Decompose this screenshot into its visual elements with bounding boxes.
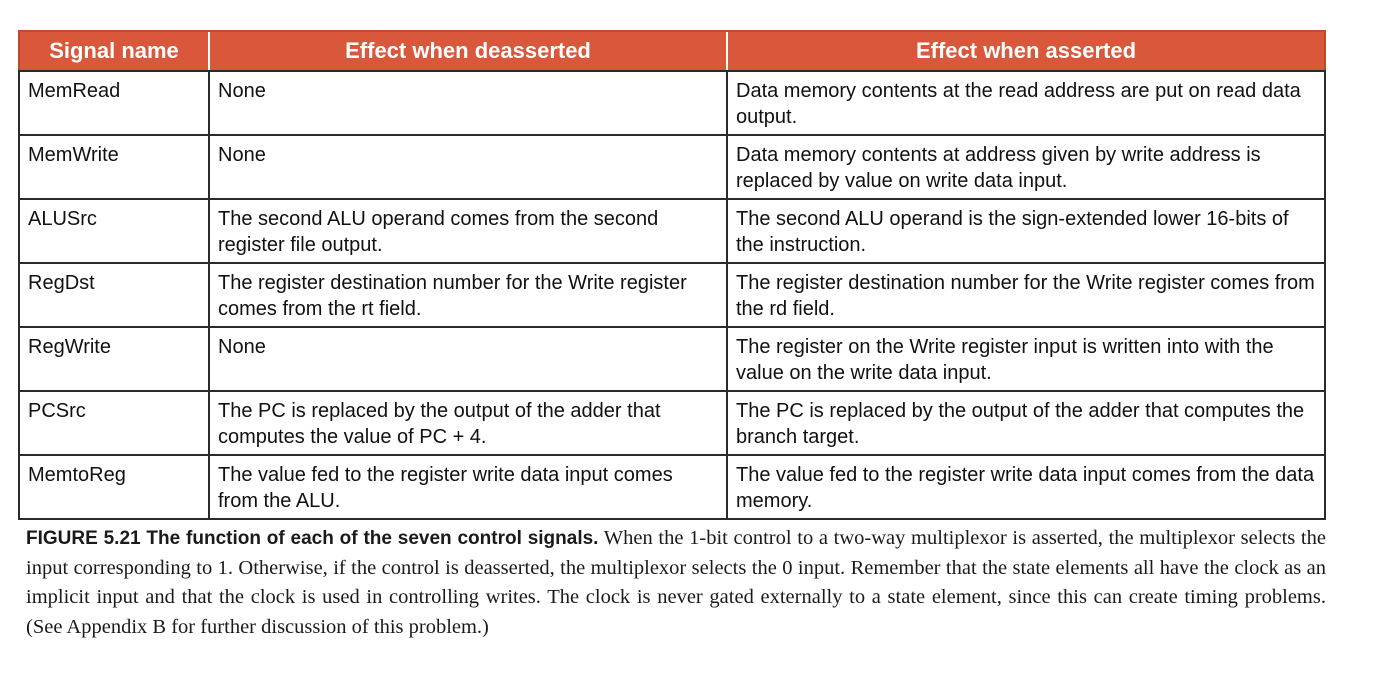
deasserted-effect-cell: The value fed to the register write data input comes from the ALU. [209,455,727,519]
control-signals-table [18,30,1326,520]
table-row [19,135,1325,199]
asserted-effect-cell: Data memory contents at the read address are put on read data output. [727,71,1325,135]
header-signal-name: Signal name [19,31,209,71]
deasserted-effect-cell: None [209,135,727,199]
asserted-effect-cell: Data memory contents at address given by write address is replaced by value on write data input. [727,135,1325,199]
signal-name-cell: MemRead [19,71,209,135]
asserted-effect-cell: The register on the Write register input is written into with the value on the write data input. [727,327,1325,391]
table-header-row [19,31,1325,71]
figure-label: FIGURE 5.21 The function of each of the seven control signals. [26,528,599,549]
control-signals-table-wrapper [18,30,1324,520]
table-row [19,327,1325,391]
table-row [19,263,1325,327]
table-row [19,199,1325,263]
header-effect-asserted: Effect when asserted [727,31,1325,71]
deasserted-effect-cell: None [209,71,727,135]
deasserted-effect-cell: The PC is replaced by the output of the adder that computes the value of PC + 4. [209,391,727,455]
table-row [19,391,1325,455]
signal-name-cell: RegDst [19,263,209,327]
asserted-effect-cell: The second ALU operand is the sign-extended lower 16-bits of the instruction. [727,199,1325,263]
header-effect-deasserted: Effect when deasserted [209,31,727,71]
figure-caption-text: When the 1-bit control to a two-way multiplexor is asserted, the multiplexor selects the input corresponding to 1. Otherwise, if the control is deasserted, the multiplexor selects the 0 input. Remember that the state elements all have the clock as an implicit input and that the clock is used in controlling writes. The clock is never gated externally to a state element, since this can create timing problems. (See Appendix B for further discussion of this problem.) [26,527,1326,638]
table-row [19,71,1325,135]
signal-name-cell: PCSrc [19,391,209,455]
deasserted-effect-cell: None [209,327,727,391]
table-row [19,455,1325,519]
asserted-effect-cell: The value fed to the register write data input comes from the data memory. [727,455,1325,519]
signal-name-cell: MemWrite [19,135,209,199]
signal-name-cell: MemtoReg [19,455,209,519]
deasserted-effect-cell: The register destination number for the Write register comes from the rt field. [209,263,727,327]
asserted-effect-cell: The PC is replaced by the output of the adder that computes the branch target. [727,391,1325,455]
asserted-effect-cell: The register destination number for the Write register comes from the rd field. [727,263,1325,327]
signal-name-cell: RegWrite [19,327,209,391]
figure-caption [26,524,1326,642]
deasserted-effect-cell: The second ALU operand comes from the second register file output. [209,199,727,263]
signal-name-cell: ALUSrc [19,199,209,263]
